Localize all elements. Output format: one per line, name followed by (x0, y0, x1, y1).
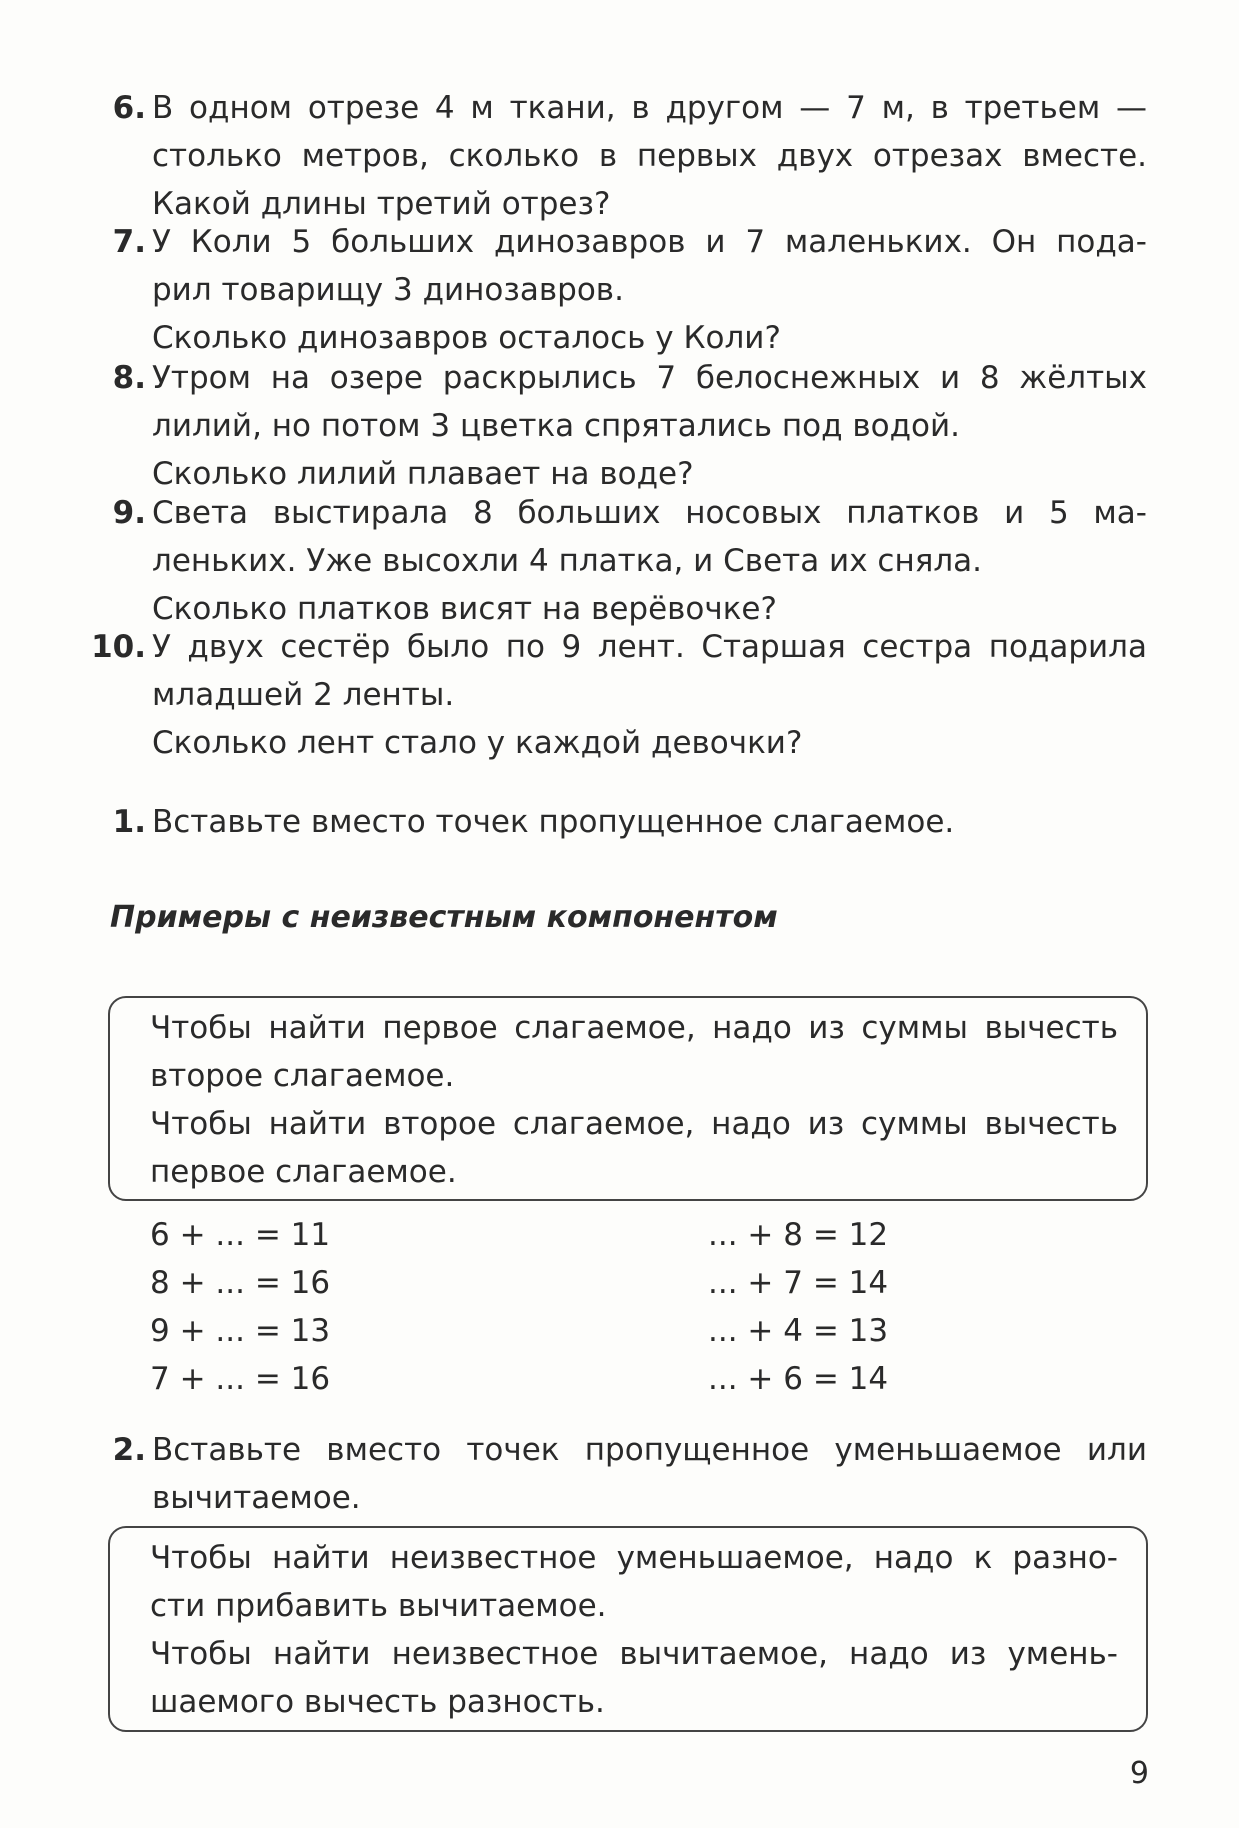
exercise-number: 2. (112, 1432, 146, 1468)
task-7 (90, 218, 1150, 362)
rule-line: сти прибавить вычитаемое. (150, 1588, 607, 1624)
rule-line: шаемого вычесть разность. (150, 1684, 605, 1720)
task-line: У двух сестёр было по 9 лент. Старшая сестра подарила (152, 629, 1147, 665)
task-number: 9. (112, 495, 146, 531)
exercise-2 (90, 1426, 1150, 1522)
rule-line: первое слагаемое. (150, 1154, 457, 1190)
exercise-text: Вставьте вместо точек пропущенное слагаемое. (152, 804, 955, 840)
task-line: Сколько лент стало у каждой девочки? (152, 725, 803, 761)
task-number: 10. (91, 629, 146, 665)
exercise-number: 1. (112, 804, 146, 840)
task-10 (90, 623, 1150, 767)
task-line: столько метров, сколько в первых двух отрезах вместе. (152, 138, 1147, 174)
task-line: Сколько платков висят на верёвочке? (152, 591, 777, 627)
task-number: 8. (112, 360, 146, 396)
task-6 (90, 84, 1150, 228)
task-line: леньких. Уже высохли 4 платка, и Света их сняла. (152, 543, 983, 579)
task-number: 6. (112, 90, 146, 126)
task-9 (90, 489, 1150, 633)
exercise-text: вычитаемое. (152, 1480, 361, 1516)
task-line: В одном отрезе 4 м ткани, в другом — 7 м, в третьем — (152, 90, 1147, 126)
equation: ... + 4 = 13 (708, 1313, 889, 1349)
equation: ... + 6 = 14 (708, 1361, 889, 1397)
rule-line: Чтобы найти неизвестное уменьшаемое, надо к разно- (150, 1540, 1118, 1576)
rule-line: Чтобы найти второе слагаемое, надо из суммы вычесть (150, 1106, 1118, 1142)
task-8 (90, 354, 1150, 498)
task-line: Утром на озере раскрылись 7 белоснежных и 8 жёлтых (152, 360, 1147, 396)
equations-right (708, 1211, 888, 1403)
section-title: Примеры с неизвестным компонентом (110, 900, 778, 935)
task-line: Сколько лилий плавает на воде? (152, 456, 694, 492)
equation: 9 + ... = 13 (150, 1313, 331, 1349)
task-line: младшей 2 ленты. (152, 677, 455, 713)
rule-box-addends (108, 996, 1148, 1201)
exercise-1 (90, 798, 1150, 846)
rule-line: второе слагаемое. (150, 1058, 455, 1094)
task-line: У Коли 5 больших динозавров и 7 маленьких. Он пода- (152, 224, 1147, 260)
exercise-text: Вставьте вместо точек пропущенное уменьшаемое или (152, 1432, 1147, 1468)
task-line: Света выстирала 8 больших носовых платков и 5 ма- (152, 495, 1147, 531)
equation: ... + 7 = 14 (708, 1265, 889, 1301)
equation: 6 + ... = 11 (150, 1217, 331, 1253)
rule-line: Чтобы найти неизвестное вычитаемое, надо из умень- (150, 1636, 1118, 1672)
task-line: рил товарищу 3 динозавров. (152, 272, 624, 308)
task-line: лилий, но потом 3 цветка спрятались под водой. (152, 408, 960, 444)
task-line: Сколько динозавров осталось у Коли? (152, 320, 781, 356)
task-line: Какой длины третий отрез? (152, 186, 611, 222)
task-number: 7. (112, 224, 146, 260)
rule-box-minuend-subtrahend (108, 1526, 1148, 1732)
page-number: 9 (1129, 1756, 1149, 1791)
equation: ... + 8 = 12 (708, 1217, 889, 1253)
equations-left (150, 1211, 330, 1403)
rule-line: Чтобы найти первое слагаемое, надо из суммы вычесть (150, 1010, 1118, 1046)
equation: 8 + ... = 16 (150, 1265, 331, 1301)
equation: 7 + ... = 16 (150, 1361, 331, 1397)
